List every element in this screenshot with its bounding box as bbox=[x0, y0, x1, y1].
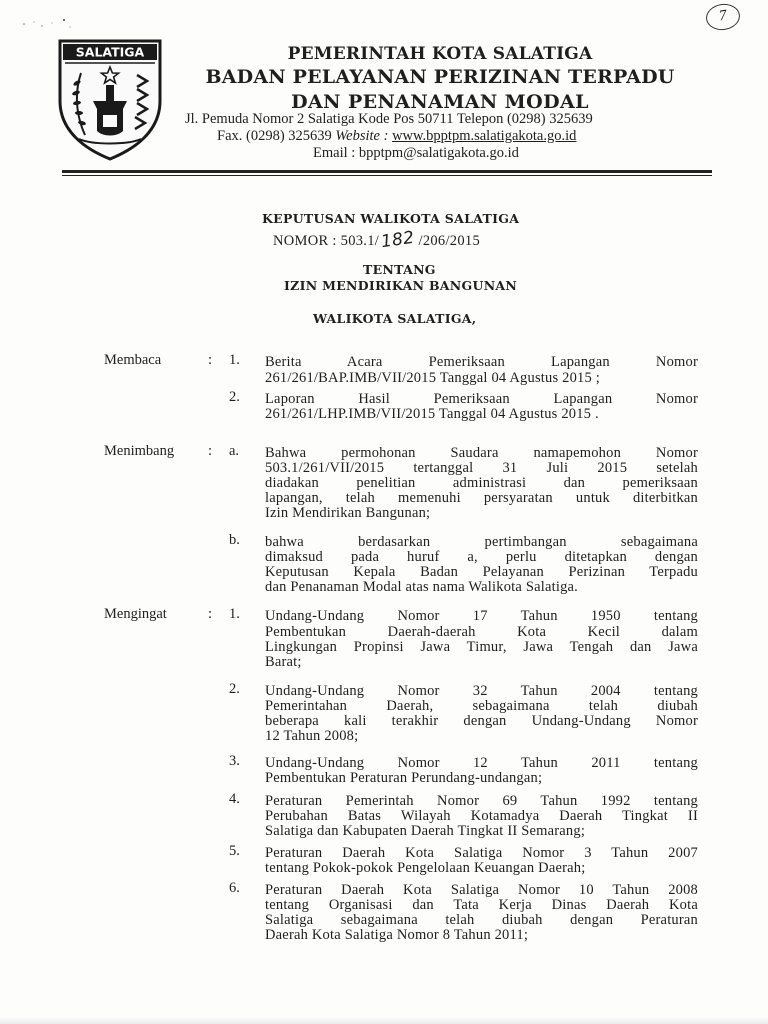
list-item-line: Laporan Hasil Pemeriksaan Lapangan Nomor bbox=[265, 391, 698, 407]
list-item-line: Undang-Undang Nomor 17 Tahun 1950 tentang bbox=[265, 608, 698, 624]
list-item-line: lapangan, telah memenuhi persyaratan untuk diterbitkan bbox=[265, 490, 698, 506]
letterhead-rule-thick bbox=[62, 170, 712, 173]
letterhead-government: PEMERINTAH KOTA SALATIGA bbox=[287, 44, 593, 64]
list-marker: b. bbox=[229, 532, 240, 548]
decree-number-prefix: NOMOR : 503.1/ bbox=[273, 233, 380, 249]
list-item-line: Peraturan Daerah Kota Salatiga Nomor 3 Tahun 2007 bbox=[265, 845, 698, 861]
section-label-membaca: Membaca bbox=[104, 352, 162, 368]
list-item-line: Peraturan Daerah Kota Salatiga Nomor 10 Tahun 2008 bbox=[265, 882, 698, 898]
list-item-line: Undang-Undang Nomor 12 Tahun 2011 tentang bbox=[265, 755, 698, 771]
list-marker: 2. bbox=[229, 681, 240, 697]
list-item-line: Bahwa permohonan Saudara namapemohon Nomor bbox=[265, 445, 698, 461]
website-link[interactable]: www.bpptpm.salatigakota.go.id bbox=[392, 128, 577, 144]
letterhead-email: Email : bpptpm@salatigakota.go.id bbox=[313, 145, 519, 161]
salatiga-crest-logo bbox=[57, 39, 163, 161]
decree-tentang: TENTANG bbox=[363, 262, 436, 277]
letterhead-fax-website bbox=[217, 128, 576, 145]
list-marker: 3. bbox=[229, 753, 240, 769]
list-item-line: 503.1/261/VII/2015 tertanggal 31 Juli 2015 setelah bbox=[265, 460, 698, 476]
list-item-line: Pemerintahan Daerah, sebagaimana telah diubah bbox=[265, 698, 698, 714]
page-number-mark: 7 bbox=[704, 2, 741, 32]
scan-bottom-edge bbox=[0, 1016, 768, 1024]
website-label: Website : bbox=[335, 128, 389, 144]
fax-number: Fax. (0298) 325639 bbox=[217, 128, 332, 144]
list-item-line: Barat; bbox=[265, 654, 302, 670]
section-colon: : bbox=[208, 606, 213, 622]
list-item-line: beberapa kali terakhir dengan Undang-Undang Nomor bbox=[265, 713, 698, 729]
list-item-line: 12 Tahun 2008; bbox=[265, 728, 359, 744]
list-item-line: Perubahan Batas Wilayah Kotamadya Daerah Tingkat II bbox=[265, 808, 698, 824]
list-item-line: diadakan penelitian administrasi dan pemeriksaan bbox=[265, 475, 698, 491]
letterhead-address: Jl. Pemuda Nomor 2 Salatiga Kode Pos 50711 Telepon (0298) 325639 bbox=[185, 111, 593, 127]
list-item-line: Salatiga sebagaimana telah diubah dengan Peraturan bbox=[265, 912, 698, 928]
scan-specks bbox=[20, 14, 80, 34]
decree-number-handwritten: 182 bbox=[379, 227, 416, 253]
list-marker: 5. bbox=[229, 843, 240, 859]
list-marker: 1. bbox=[229, 606, 240, 622]
list-marker: 1. bbox=[229, 352, 240, 368]
letterhead-agency-line2: DAN PENANAMAN MODAL bbox=[291, 91, 589, 113]
list-item-line: 261/261/BAP.IMB/VII/2015 Tanggal 04 Agustus 2015 ; bbox=[265, 370, 600, 386]
section-colon: : bbox=[208, 443, 213, 459]
letterhead-rule-thin bbox=[62, 175, 712, 176]
list-item-line: Lingkungan Propinsi Jawa Timur, Jawa Tengah dan Jawa bbox=[265, 639, 698, 655]
list-item-line: bahwa berdasarkan pertimbangan sebagaimana bbox=[265, 534, 698, 550]
decree-issuer: WALIKOTA SALATIGA, bbox=[313, 311, 477, 326]
decree-subject: IZIN MENDIRIKAN BANGUNAN bbox=[284, 278, 518, 293]
decree-title: KEPUTUSAN WALIKOTA SALATIGA bbox=[262, 211, 520, 226]
list-item-line: dimaksud pada huruf a, perlu ditetapkan dengan bbox=[265, 549, 698, 565]
list-item-line: 261/261/LHP.IMB/VII/2015 Tanggal 04 Agustus 2015 . bbox=[265, 406, 599, 422]
list-item-line: tentang Organisasi dan Tata Kerja Dinas Daerah Kota bbox=[265, 897, 698, 913]
section-colon: : bbox=[208, 352, 213, 368]
list-item-line: tentang Pokok-pokok Pengelolaan Keuangan Daerah; bbox=[265, 860, 586, 876]
list-item-line: Izin Mendirikan Bangunan; bbox=[265, 505, 431, 521]
list-item-line: Daerah Kota Salatiga Nomor 8 Tahun 2011; bbox=[265, 927, 529, 943]
list-item-line: Berita Acara Pemeriksaan Lapangan Nomor bbox=[265, 354, 698, 370]
list-marker: a. bbox=[229, 443, 240, 459]
list-item-line: Undang-Undang Nomor 32 Tahun 2004 tentang bbox=[265, 683, 698, 699]
list-item-line: Peraturan Pemerintah Nomor 69 Tahun 1992 tentang bbox=[265, 793, 698, 809]
list-marker: 4. bbox=[229, 791, 240, 807]
decree-number bbox=[273, 227, 480, 253]
section-label-menimbang: Menimbang bbox=[104, 443, 175, 459]
crest-label: SALATIGA bbox=[75, 44, 145, 60]
list-marker: 6. bbox=[229, 880, 240, 896]
list-marker: 2. bbox=[229, 389, 240, 405]
decree-number-suffix: /206/2015 bbox=[418, 233, 480, 249]
list-item-line: dan Penanaman Modal atas nama Walikota Salatiga. bbox=[265, 579, 578, 595]
list-item-line: Pembentukan Peraturan Perundang-undangan; bbox=[265, 770, 543, 786]
letterhead-agency-line1: BADAN PELAYANAN PERIZINAN TERPADU bbox=[205, 66, 675, 88]
list-item-line: Pembentukan Daerah-daerah Kota Kecil dalam bbox=[265, 624, 698, 640]
section-label-mengingat: Mengingat bbox=[104, 606, 167, 622]
list-item-line: Keputusan Kepala Badan Pelayanan Perizinan Terpadu bbox=[265, 564, 698, 580]
list-item-line: Salatiga dan Kabupaten Daerah Tingkat II Semarang; bbox=[265, 823, 586, 839]
